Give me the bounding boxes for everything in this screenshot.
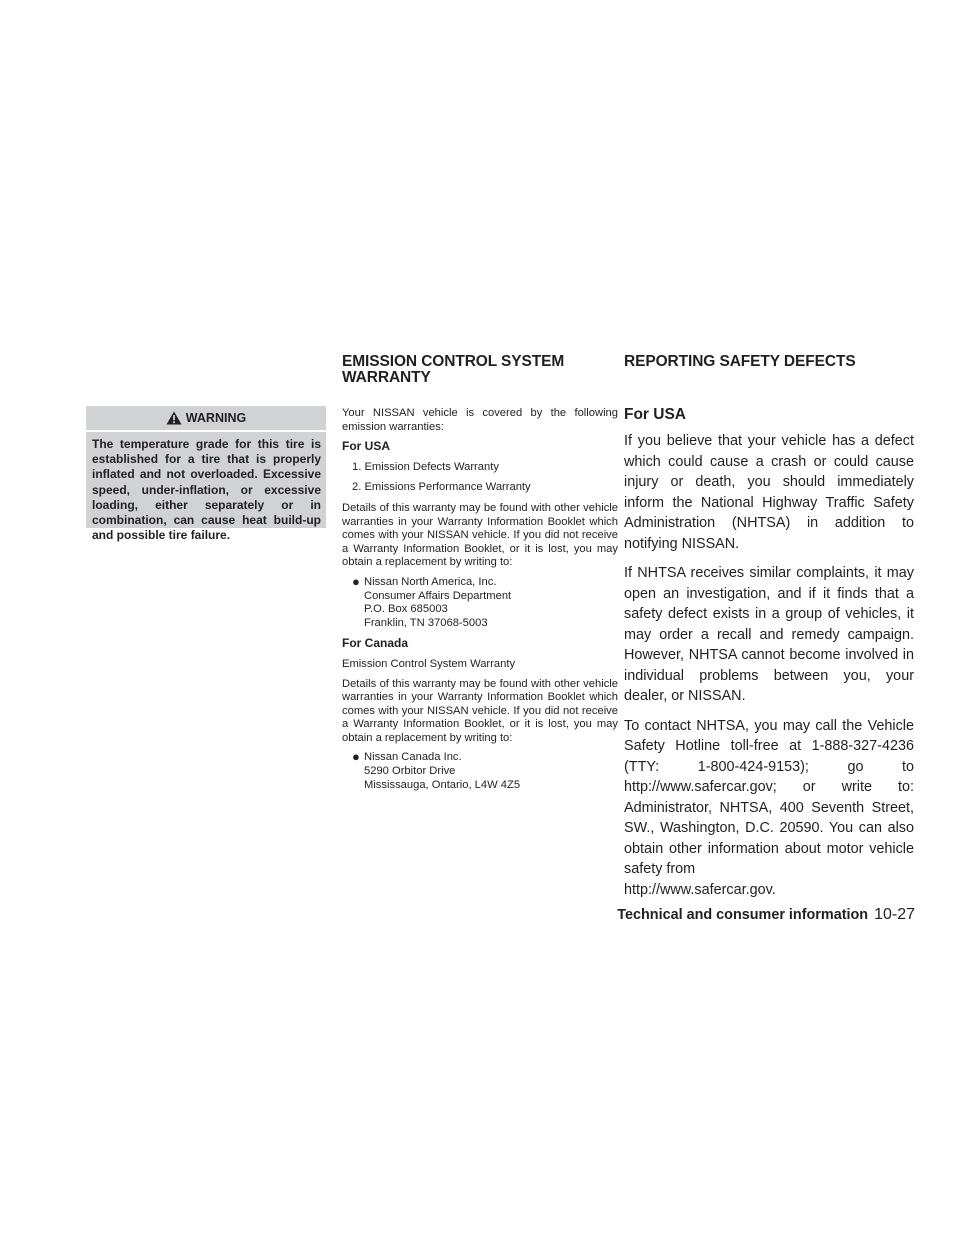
usa-label: For USA: [342, 439, 390, 454]
reporting-subheading: For USA: [624, 406, 686, 423]
canada-address: [352, 749, 618, 792]
bullet-icon: ●: [352, 573, 360, 589]
footer-section-title: Technical and consumer information: [617, 907, 869, 923]
usa-warranty-list: [342, 461, 618, 495]
usa-address: [352, 573, 618, 630]
warning-title: WARNING: [185, 411, 247, 425]
emission-heading: [342, 354, 602, 386]
emission-intro: Your NISSAN vehicle is covered by the following emission warranties:: [342, 407, 618, 433]
list-item: 2. Emissions Performance Warranty: [352, 481, 531, 494]
warning-text: The temperature grade for this tire is established for a tire that is properly inflated and not overloaded. Excessive speed, under-inflation, or excessive loading, either separately or in combination, can cause heat build-up and possible tire failure.: [92, 437, 321, 543]
address-line: Consumer Affairs Department: [364, 589, 512, 602]
address-line: Nissan North America, Inc.: [364, 575, 497, 588]
warning-box: [86, 406, 326, 543]
canada-label: For Canada: [342, 636, 409, 651]
page-number: 10-27: [874, 906, 915, 923]
address-line: Franklin, TN 37068-5003: [364, 616, 488, 629]
address-line: Nissan Canada Inc.: [364, 751, 462, 764]
address-line: P.O. Box 685003: [364, 603, 448, 616]
page-footer: [617, 906, 915, 924]
canada-details: Details of this warranty may be found with other vehicle warranties in your Warranty Information Booklet which comes with your NISSAN vehicle. If you did not receive a Warranty Information Booklet, or it is lost, you may obtain a replacement by writing to:: [342, 677, 618, 744]
reporting-heading: REPORTING SAFETY DEFECTS: [624, 353, 856, 370]
reporting-paragraph-1: If you believe that your vehicle has a defect which could cause a crash or could cause injury or death, you should immediately inform the National Highway Traffic Safety Administration (NHTSA) in addition to notifying NISSAN.: [624, 433, 914, 552]
warning-header: [86, 406, 326, 432]
emission-heading-line2: WARRANTY: [342, 369, 431, 386]
warning-triangle-icon: [166, 411, 182, 425]
emission-heading-line1: EMISSION CONTROL SYSTEM: [342, 353, 565, 370]
reporting-paragraph-3: To contact NHTSA, you may call the Vehicle Safety Hotline toll-free at 1-888-327-4236 (TTY: 1-800-424-9153); go to http://www.safercar.gov; or write to: Administrator, NHTSA, 400 Seventh Street, SW., Washington, D.C. 20590. You can also obtain other information about motor vehicle safety from: [624, 717, 914, 877]
canada-item: Emission Control System Warranty: [342, 657, 516, 670]
address-line: 5290 Orbitor Drive: [364, 765, 456, 778]
usa-details: Details of this warranty may be found with other vehicle warranties in your Warranty Information Booklet which comes with your NISSAN vehicle. If you did not receive a Warranty Information Booklet, or it is lost, you may obtain a replacement by writing to:: [342, 501, 618, 569]
bullet-icon: ●: [352, 749, 360, 765]
list-item: 1. Emission Defects Warranty: [352, 460, 499, 473]
reporting-section: [624, 406, 914, 909]
reporting-url: http://www.safercar.gov.: [624, 881, 776, 898]
reporting-paragraph-2: If NHTSA receives similar complaints, it may open an investigation, and if it finds that a safety defect exists in a group of vehicles, it may order a recall and remedy campaign. However, NHTSA cannot become involved in individual problems between you, your dealer, or NISSAN.: [624, 565, 914, 704]
emission-section: [342, 407, 618, 799]
address-line: Mississauga, Ontario, L4W 4Z5: [364, 778, 521, 791]
